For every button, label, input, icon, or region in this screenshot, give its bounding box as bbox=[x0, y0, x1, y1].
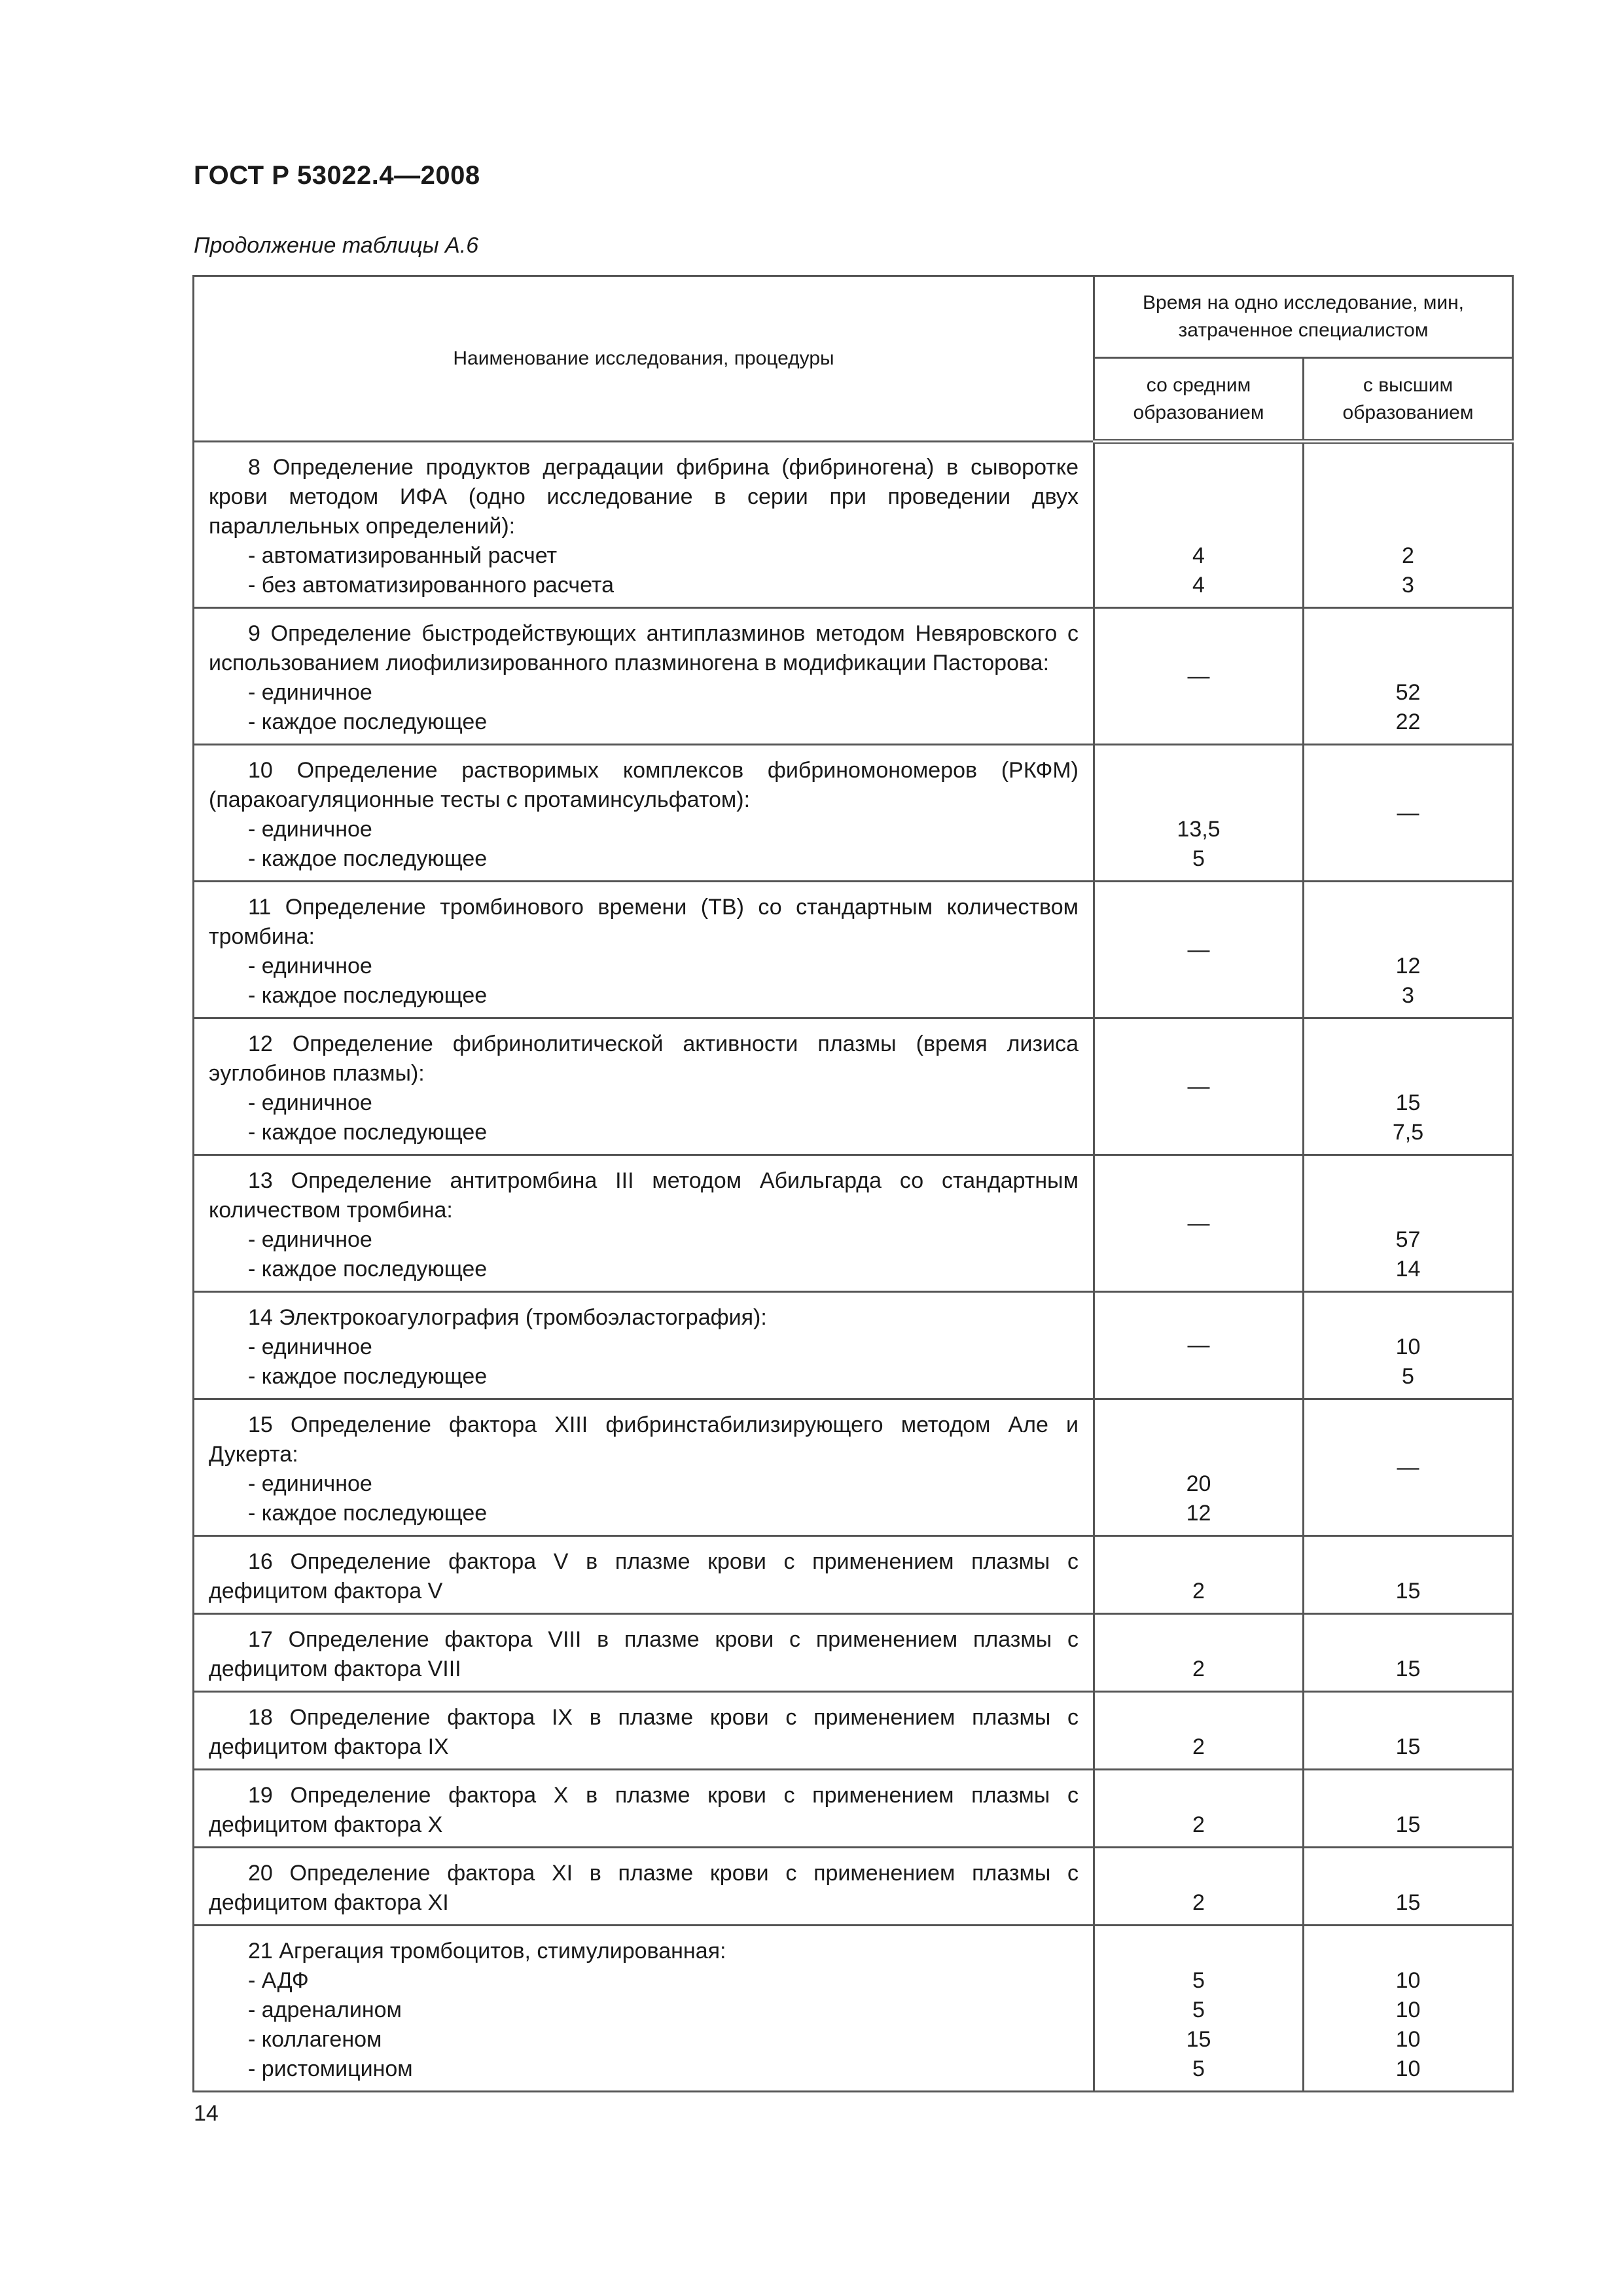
procedure-title: 15 Определение фактора XIII фибринстабилизирующего методом Але и Дукерта: bbox=[209, 1412, 1079, 1467]
value-high-cell bbox=[1304, 1399, 1513, 1536]
value-high-cell bbox=[1304, 1770, 1513, 1848]
value-mid-cell bbox=[1094, 1692, 1304, 1770]
time-value: 3 bbox=[1402, 573, 1414, 598]
table-row bbox=[194, 882, 1513, 1018]
dash-value: — bbox=[1187, 1073, 1210, 1099]
value-high-cell bbox=[1304, 882, 1513, 1018]
table-row bbox=[194, 1926, 1513, 2092]
table-row bbox=[194, 442, 1513, 608]
procedure-title: 11 Определение тромбинового времени (ТВ) со стандартным количеством тромбина: bbox=[209, 895, 1079, 949]
procedure-name-cell bbox=[194, 1018, 1094, 1155]
value-high-cell bbox=[1304, 1848, 1513, 1926]
procedure-option: - коллагеном bbox=[248, 2027, 382, 2052]
procedure-title: 10 Определение растворимых комплексов фибриномономеров (РКФМ) (паракоагуляционные тесты с протаминсульфатом): bbox=[209, 758, 1079, 812]
time-value: 7,5 bbox=[1392, 1120, 1424, 1145]
time-value: 5 bbox=[1192, 2056, 1205, 2081]
procedure-option: - единичное bbox=[248, 1090, 372, 1115]
table-row bbox=[194, 1155, 1513, 1292]
time-value: 2 bbox=[1192, 1812, 1205, 1837]
procedure-option: - каждое последующее bbox=[248, 1501, 488, 1526]
procedure-name-cell bbox=[194, 1926, 1094, 2092]
procedure-name-cell bbox=[194, 1536, 1094, 1614]
column-header-mid: со средним образованием bbox=[1094, 358, 1304, 442]
dash-value: — bbox=[1187, 1210, 1210, 1236]
procedure-option: - без автоматизированного расчета bbox=[248, 573, 614, 598]
value-high-cell bbox=[1304, 1926, 1513, 2092]
column-header-name: Наименование исследования, процедуры bbox=[194, 276, 1094, 442]
time-value: 15 bbox=[1395, 1812, 1421, 1837]
document-standard-title: ГОСТ Р 53022.4—2008 bbox=[194, 161, 480, 190]
time-value: 5 bbox=[1192, 1998, 1205, 2022]
time-value: 4 bbox=[1192, 543, 1205, 568]
value-high-cell bbox=[1304, 1292, 1513, 1399]
procedure-option: - единичное bbox=[248, 954, 372, 978]
table-row bbox=[194, 745, 1513, 882]
value-high-cell bbox=[1304, 1692, 1513, 1770]
procedure-title: 8 Определение продуктов деградации фибрина (фибриногена) в сыворотке крови методом ИФА (одно исследование в серии при проведении двух параллельных определений): bbox=[209, 455, 1079, 539]
time-value: 4 bbox=[1192, 573, 1205, 598]
dash-value: — bbox=[1187, 663, 1210, 689]
value-mid-cell bbox=[1094, 1770, 1304, 1848]
procedure-name-cell bbox=[194, 608, 1094, 745]
dash-value: — bbox=[1187, 937, 1210, 962]
procedure-title: 19 Определение фактора X в плазме крови с применением плазмы с дефицитом фактора X bbox=[209, 1783, 1079, 1837]
time-value: 12 bbox=[1186, 1501, 1211, 1526]
table-row bbox=[194, 608, 1513, 745]
time-value: 13,5 bbox=[1177, 817, 1221, 842]
value-mid-cell bbox=[1094, 442, 1304, 608]
time-value: 2 bbox=[1192, 1890, 1205, 1915]
table-row bbox=[194, 1614, 1513, 1692]
column-header-group: Время на одно исследование, мин, затраченное специалистом bbox=[1094, 276, 1513, 358]
procedure-option: - каждое последующее bbox=[248, 983, 488, 1008]
time-value: 10 bbox=[1395, 1335, 1421, 1359]
procedure-option: - каждое последующее bbox=[248, 709, 488, 734]
procedure-name-cell bbox=[194, 1692, 1094, 1770]
dash-value: — bbox=[1397, 1454, 1419, 1480]
dash-value: — bbox=[1187, 1333, 1210, 1357]
procedure-option: - адреналином bbox=[248, 1998, 402, 2022]
table-row bbox=[194, 1399, 1513, 1536]
time-value: 10 bbox=[1395, 1998, 1421, 2022]
procedure-title: 13 Определение антитромбина III методом Абильгарда со стандартным количеством тромбина: bbox=[209, 1168, 1079, 1223]
procedure-option: - ристомицином bbox=[248, 2056, 413, 2081]
time-value: 10 bbox=[1395, 2056, 1421, 2081]
procedure-option: - каждое последующее bbox=[248, 846, 488, 871]
procedure-option: - единичное bbox=[248, 1471, 372, 1496]
table-body bbox=[194, 442, 1513, 2092]
time-value: 15 bbox=[1395, 1890, 1421, 1915]
procedure-name-cell bbox=[194, 1292, 1094, 1399]
time-value: 15 bbox=[1395, 1734, 1421, 1759]
value-mid-cell bbox=[1094, 1399, 1304, 1536]
table-row bbox=[194, 1848, 1513, 1926]
value-mid-cell bbox=[1094, 1155, 1304, 1292]
table-row bbox=[194, 1770, 1513, 1848]
procedure-name-cell bbox=[194, 1770, 1094, 1848]
time-value: 14 bbox=[1395, 1257, 1421, 1282]
procedure-title: 21 Агрегация тромбоцитов, стимулированная: bbox=[248, 1939, 726, 1964]
value-high-cell bbox=[1304, 1155, 1513, 1292]
time-value: 12 bbox=[1395, 954, 1421, 978]
procedure-title: 16 Определение фактора V в плазме крови с применением плазмы с дефицитом фактора V bbox=[209, 1549, 1079, 1604]
value-high-cell bbox=[1304, 745, 1513, 882]
value-mid-cell bbox=[1094, 745, 1304, 882]
value-mid-cell bbox=[1094, 1536, 1304, 1614]
procedure-option: - каждое последующее bbox=[248, 1120, 488, 1145]
value-high-cell bbox=[1304, 1018, 1513, 1155]
procedure-name-cell bbox=[194, 1399, 1094, 1536]
procedure-name-cell bbox=[194, 1848, 1094, 1926]
procedure-name-cell bbox=[194, 745, 1094, 882]
time-value: 52 bbox=[1395, 680, 1421, 705]
value-mid-cell bbox=[1094, 882, 1304, 1018]
time-value: 5 bbox=[1192, 1968, 1205, 1993]
procedure-name-cell bbox=[194, 1155, 1094, 1292]
value-high-cell bbox=[1304, 608, 1513, 745]
procedure-option: - единичное bbox=[248, 1335, 372, 1359]
procedure-option: - АДФ bbox=[248, 1968, 309, 1993]
time-value: 5 bbox=[1192, 846, 1205, 871]
procedure-title: 18 Определение фактора IX в плазме крови с применением плазмы с дефицитом фактора IX bbox=[209, 1705, 1079, 1759]
time-value: 2 bbox=[1402, 543, 1414, 568]
time-value: 2 bbox=[1192, 1579, 1205, 1604]
time-value: 2 bbox=[1192, 1657, 1205, 1681]
column-header-high: с высшим образованием bbox=[1304, 358, 1513, 442]
time-value: 20 bbox=[1186, 1471, 1211, 1496]
time-value: 57 bbox=[1395, 1227, 1421, 1252]
table-row bbox=[194, 1692, 1513, 1770]
time-value: 10 bbox=[1395, 2027, 1421, 2052]
value-high-cell bbox=[1304, 1536, 1513, 1614]
procedure-title: 17 Определение фактора VIII в плазме крови с применением плазмы с дефицитом фактора VIII bbox=[209, 1627, 1079, 1681]
procedure-option: - единичное bbox=[248, 680, 372, 705]
time-value: 15 bbox=[1186, 2027, 1211, 2052]
value-high-cell bbox=[1304, 1614, 1513, 1692]
value-mid-cell bbox=[1094, 608, 1304, 745]
procedure-name-cell bbox=[194, 882, 1094, 1018]
table-row bbox=[194, 1018, 1513, 1155]
dash-value: — bbox=[1397, 800, 1419, 825]
table-row bbox=[194, 1536, 1513, 1614]
value-mid-cell bbox=[1094, 1926, 1304, 2092]
time-value: 3 bbox=[1402, 983, 1414, 1008]
time-value: 15 bbox=[1395, 1657, 1421, 1681]
procedure-option: - единичное bbox=[248, 1227, 372, 1252]
procedure-option: - каждое последующее bbox=[248, 1257, 488, 1282]
time-value: 5 bbox=[1402, 1364, 1414, 1389]
table-caption: Продолжение таблицы А.6 bbox=[194, 233, 479, 258]
value-mid-cell bbox=[1094, 1848, 1304, 1926]
procedure-option: - единичное bbox=[248, 817, 372, 842]
time-value: 15 bbox=[1395, 1090, 1421, 1115]
procedure-option: - автоматизированный расчет bbox=[248, 543, 558, 568]
procedure-title: 9 Определение быстродействующих антиплазминов методом Невяровского с использованием лиофилизированного плазминогена в модификации Пасторова: bbox=[209, 621, 1079, 675]
procedure-title: 14 Электрокоагулография (тромбоэластография): bbox=[248, 1305, 767, 1330]
value-high-cell bbox=[1304, 442, 1513, 608]
value-mid-cell bbox=[1094, 1018, 1304, 1155]
time-value: 10 bbox=[1395, 1968, 1421, 1993]
procedure-name-cell bbox=[194, 442, 1094, 608]
time-norms-table bbox=[192, 275, 1514, 2092]
time-value: 22 bbox=[1395, 709, 1421, 734]
value-mid-cell bbox=[1094, 1614, 1304, 1692]
procedure-title: 20 Определение фактора XI в плазме крови с применением плазмы с дефицитом фактора XI bbox=[209, 1861, 1079, 1915]
value-mid-cell bbox=[1094, 1292, 1304, 1399]
time-value: 15 bbox=[1395, 1579, 1421, 1604]
time-value: 2 bbox=[1192, 1734, 1205, 1759]
page-number: 14 bbox=[194, 2101, 219, 2126]
procedure-name-cell bbox=[194, 1614, 1094, 1692]
table-row bbox=[194, 1292, 1513, 1399]
procedure-option: - каждое последующее bbox=[248, 1364, 488, 1389]
procedure-title: 12 Определение фибринолитической активности плазмы (время лизиса эуглобинов плазмы): bbox=[209, 1031, 1079, 1086]
